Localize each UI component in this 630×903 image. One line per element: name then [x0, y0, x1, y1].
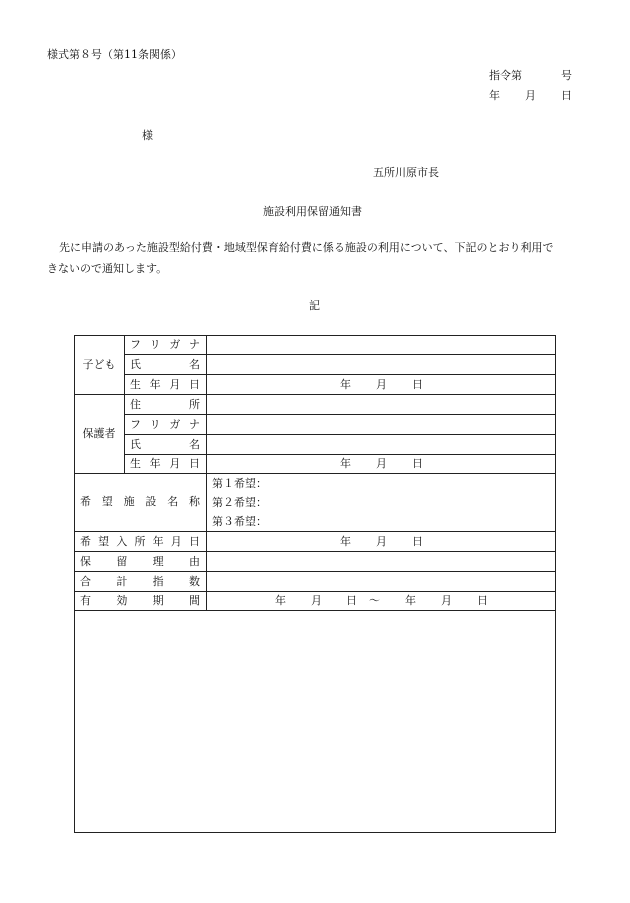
row-divider — [124, 454, 556, 455]
notes-area — [75, 611, 555, 832]
row-divider — [74, 531, 556, 532]
desired-entry-date-label: 希 望 入 所 年 月 日 — [80, 535, 200, 548]
row-divider — [124, 434, 556, 435]
date-month-label: 月 — [525, 89, 536, 102]
row-divider — [124, 414, 556, 415]
child-birth-day: 日 — [412, 378, 423, 391]
date-year-label: 年 — [489, 89, 500, 102]
row-divider — [74, 551, 556, 552]
first-choice-label: 第１希望： — [212, 477, 267, 490]
period-start-month: 月 — [311, 594, 322, 607]
addressee-honorific: 様 — [142, 129, 153, 142]
child-birthdate-label: 生 年 月 日 — [130, 378, 200, 391]
hold-reason-label: 保 留 理 由 — [80, 555, 200, 568]
row-divider — [74, 591, 556, 592]
body-line-2: きないので通知します。 — [47, 262, 168, 275]
body-line-1: 先に申請のあった施設型給付費・地域型保育給付費に係る施設の利用について、下記のとおり利用で — [59, 241, 554, 254]
sender-name: 五所川原市長 — [373, 166, 439, 179]
row-divider — [124, 374, 556, 375]
row-divider — [74, 473, 556, 474]
total-index-label: 合 計 指 数 — [80, 575, 200, 588]
guardian-furigana-label: フ リ ガ ナ — [130, 418, 200, 431]
valid-period-label: 有 効 期 間 — [80, 594, 200, 607]
row-divider — [124, 354, 556, 355]
guardian-name-label: 氏 名 — [130, 438, 200, 451]
child-name-label: 氏 名 — [130, 358, 200, 371]
entry-year: 年 — [340, 535, 351, 548]
period-end-day: 日 — [477, 594, 488, 607]
form-number: 様式第８号（第11条関係） — [47, 48, 182, 61]
desired-facility-label: 希 望 施 設 名 称 — [80, 495, 200, 508]
child-group-label: 子ども — [82, 358, 116, 371]
ki-label: 記 — [309, 299, 320, 312]
child-furigana-label: フ リ ガ ナ — [130, 338, 200, 351]
column-divider — [124, 335, 125, 473]
guardian-birth-year: 年 — [340, 457, 351, 470]
entry-day: 日 — [412, 535, 423, 548]
period-start-day: 日 — [346, 594, 357, 607]
date-day-label: 日 — [561, 89, 572, 102]
second-choice-label: 第２希望： — [212, 496, 267, 509]
guardian-birthdate-label: 生 年 月 日 — [130, 457, 200, 470]
guardian-birth-month: 月 — [376, 457, 387, 470]
period-end-year: 年 — [405, 594, 416, 607]
child-birth-year: 年 — [340, 378, 351, 391]
period-tilde: ～ — [369, 594, 380, 607]
row-divider — [74, 394, 556, 395]
period-start-year: 年 — [275, 594, 286, 607]
entry-month: 月 — [376, 535, 387, 548]
directive-label: 指令第 — [489, 69, 522, 82]
directive-suffix: 号 — [561, 69, 572, 82]
third-choice-label: 第３希望： — [212, 515, 267, 528]
column-divider — [206, 335, 207, 610]
guardian-group-label: 保護者 — [82, 427, 116, 440]
guardian-address-label: 住 所 — [130, 398, 200, 411]
row-divider — [74, 571, 556, 572]
period-end-month: 月 — [441, 594, 452, 607]
child-birth-month: 月 — [376, 378, 387, 391]
document-title: 施設利用保留通知書 — [263, 205, 362, 218]
guardian-birth-day: 日 — [412, 457, 423, 470]
